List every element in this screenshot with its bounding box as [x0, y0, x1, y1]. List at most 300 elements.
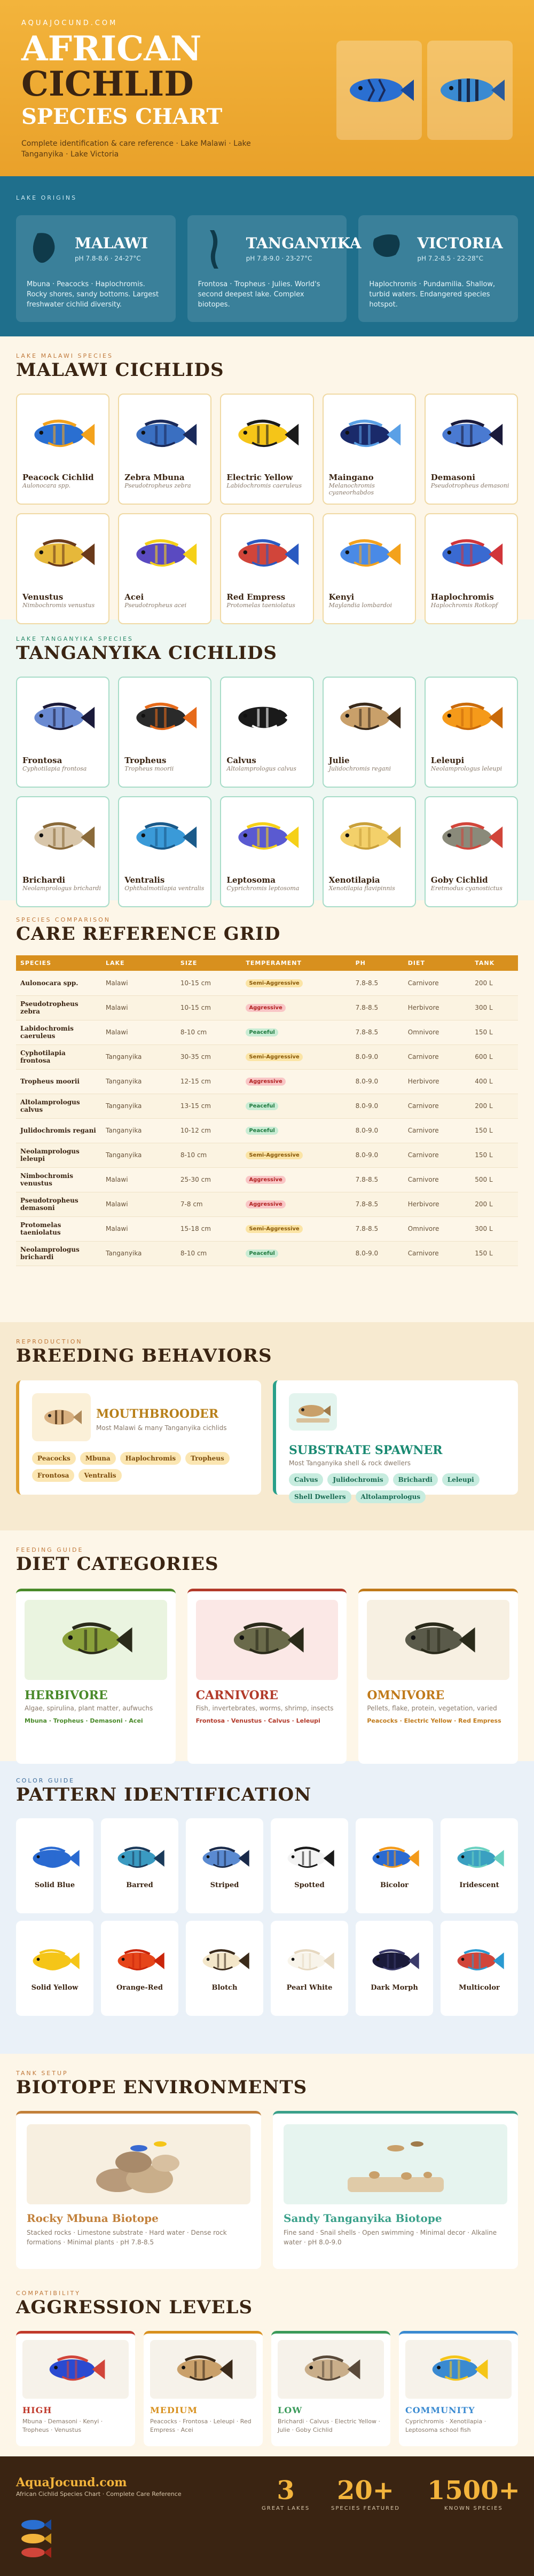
biotope-title: Sandy Tanganyika Biotope [284, 2212, 442, 2225]
species-image [22, 683, 103, 752]
cell-size: 30-35 cm [176, 1044, 241, 1069]
pattern-name: Pearl White [286, 1983, 333, 1992]
biotope-kicker: TANK SETUP [16, 2070, 68, 2077]
cell-ph: 7.8-8.5 [351, 995, 404, 1020]
temperament-badge: Semi-Aggressive [246, 979, 302, 987]
fish-icon [28, 535, 98, 574]
species-image [329, 520, 410, 589]
species-card[interactable] [220, 796, 313, 907]
species-name: Demasoni [430, 473, 475, 482]
temperament-badge: Peaceful [246, 1250, 278, 1258]
pattern-card [186, 1921, 263, 2016]
fish-icon [28, 818, 98, 857]
fish-icon [334, 415, 404, 454]
diet-card-herbivore [16, 1589, 176, 1764]
fish-icon [232, 415, 302, 454]
cell-diet: Carnivore [404, 971, 470, 995]
cell-tank: 200 L [470, 1192, 518, 1216]
cell-temperament [241, 1094, 351, 1118]
species-chip: Brichardi [393, 1473, 438, 1486]
cell-species: Neolamprologus leleupi [16, 1143, 101, 1167]
fish-icon [334, 535, 404, 574]
species-name: Frontosa [22, 756, 62, 765]
tanganyika-title: TANGANYIKA CICHLIDS [16, 642, 277, 664]
diet-title: DIET CATEGORIES [16, 1553, 219, 1575]
fish-icon [198, 1945, 252, 1976]
breeding-title: BREEDING BEHAVIORS [16, 1345, 272, 1366]
species-card[interactable] [425, 513, 518, 624]
table-row [16, 1143, 518, 1167]
fish-icon [113, 1945, 167, 1976]
pattern-name: Spotted [294, 1881, 325, 1889]
cell-size: 25-30 cm [176, 1167, 241, 1192]
cell-ph: 7.8-8.5 [351, 971, 404, 995]
cell-ph: 8.0-9.0 [351, 1241, 404, 1266]
cell-tank: 150 L [470, 1241, 518, 1266]
diet-desc: Fish, invertebrates, worms, shrimp, insects [195, 1705, 334, 1712]
diet-card-carnivore [187, 1589, 347, 1764]
species-card[interactable] [220, 394, 313, 505]
aggression-image [22, 2340, 129, 2399]
lake-meta: pH 7.2-8.5 · 22-28°C [417, 255, 483, 262]
species-card[interactable] [323, 394, 416, 505]
diet-desc: Algae, spirulina, plant matter, aufwuchs [25, 1705, 153, 1712]
cell-size: 8-10 cm [176, 1241, 241, 1266]
footer-fish-logo-icon [16, 2515, 59, 2563]
diet-desc: Pellets, flake, protein, vegetation, varied [367, 1705, 497, 1712]
cell-species: Labidochromis caeruleus [16, 1020, 101, 1044]
pattern-name: Bicolor [380, 1881, 409, 1889]
care-title: CARE REFERENCE GRID [16, 923, 281, 945]
fish-icon [28, 698, 98, 737]
species-scientific-name: Pseudotropheus zebra [124, 482, 191, 489]
species-chip: Calvus [289, 1473, 323, 1486]
table-row [16, 1216, 518, 1241]
sand-icon [342, 2132, 449, 2196]
species-scientific-name: Altolamprologus calvus [226, 765, 296, 772]
species-name: Maingano [328, 473, 374, 482]
table-header: SPECIES [16, 955, 101, 971]
table-row [16, 1020, 518, 1044]
species-chip: Altolamprologus [356, 1490, 426, 1503]
species-image [22, 803, 103, 872]
pattern-card [101, 1818, 178, 1913]
stat-label: KNOWN SPECIES [444, 2506, 503, 2511]
cell-lake: Tanganyika [101, 1069, 176, 1094]
diet-examples: Frontosa · Venustus · Calvus · Leleupi [195, 1717, 320, 1724]
fish-icon [283, 1843, 336, 1874]
cell-lake: Tanganyika [101, 1094, 176, 1118]
species-image [431, 520, 512, 589]
species-scientific-name: Labidochromis caeruleus [226, 482, 302, 489]
species-name: Acei [124, 592, 144, 602]
pattern-card [356, 1818, 433, 1913]
hero-header [0, 0, 534, 176]
cell-ph: 8.0-9.0 [351, 1143, 404, 1167]
lake-origins-section [0, 176, 534, 336]
fish-icon [198, 1843, 252, 1874]
cell-ph: 7.8-8.5 [351, 1192, 404, 1216]
cell-diet: Omnivore [404, 1020, 470, 1044]
substrate-card [273, 1380, 518, 1501]
cell-diet: Carnivore [404, 1094, 470, 1118]
fish-icon [227, 1617, 307, 1663]
species-card[interactable] [16, 513, 109, 624]
fish-icon [398, 1617, 478, 1663]
species-chip: Tropheus [185, 1452, 230, 1465]
cell-tank: 400 L [470, 1069, 518, 1094]
fish-icon [28, 415, 98, 454]
substrate-desc: Most Tanganyika shell & rock dwellers [289, 1459, 411, 1467]
species-card[interactable] [425, 796, 518, 907]
cell-temperament [241, 1020, 351, 1044]
biotope-image [284, 2124, 507, 2204]
species-name: Red Empress [226, 592, 286, 602]
cell-size: 12-15 cm [176, 1069, 241, 1094]
cell-size: 8-10 cm [176, 1143, 241, 1167]
substrate-title: SUBSTRATE SPAWNER [289, 1443, 443, 1457]
cell-temperament [241, 1216, 351, 1241]
fish-icon [232, 535, 302, 574]
fish-icon [56, 1617, 136, 1663]
site-name[interactable]: AQUAJOCUND.COM [21, 19, 118, 27]
diet-examples: Mbuna · Tropheus · Demasoni · Acei [25, 1717, 143, 1724]
cell-temperament [241, 1044, 351, 1069]
cell-size: 10-15 cm [176, 995, 241, 1020]
species-image [226, 803, 307, 872]
lake-desc: Haplochromis · Pundamilia. Shallow, turbid waters. Endangered species hotspot. [369, 280, 496, 309]
table-row [16, 1069, 518, 1094]
cell-diet: Omnivore [404, 1216, 470, 1241]
fish-icon [130, 698, 200, 737]
species-card[interactable] [323, 796, 416, 907]
pattern-card [101, 1921, 178, 2016]
temperament-badge: Aggressive [246, 1078, 285, 1086]
lake-name: MALAWI [75, 234, 148, 252]
cell-diet: Carnivore [404, 1118, 470, 1143]
fish-icon [334, 698, 404, 737]
species-card[interactable] [425, 394, 518, 505]
species-card[interactable] [323, 513, 416, 624]
species-name: Brichardi [22, 875, 66, 885]
pattern-card [441, 1818, 518, 1913]
pattern-name: Barred [126, 1881, 153, 1889]
species-name: Kenyi [328, 592, 355, 602]
species-card[interactable] [425, 677, 518, 788]
species-name: Zebra Mbuna [124, 473, 185, 482]
footer-stat [331, 2476, 400, 2511]
pattern-section [0, 1761, 534, 2054]
aggression-title: AGGRESSION LEVELS [16, 2297, 253, 2318]
lake-desc: Frontosa · Tropheus · Julies. World's second deepest lake. Complex biotopes. [198, 280, 320, 309]
fish-icon [436, 535, 506, 574]
pattern-card [271, 1921, 348, 2016]
subtitle: Complete identification & care reference · Lake Malawi · Lake Tanganyika · Lake Victoria [21, 139, 251, 159]
species-name: Leleupi [430, 756, 465, 765]
cell-diet: Herbivore [404, 1069, 470, 1094]
aggression-desc: Cyprichromis · Xenotilapia · Leptosoma school fish [405, 2418, 486, 2433]
hero-fish-image-2 [427, 41, 513, 140]
stat-number: 3 [277, 2476, 295, 2506]
table-header: TANK [470, 955, 518, 971]
cell-ph: 8.0-9.0 [351, 1118, 404, 1143]
mouthbrooder-image [32, 1393, 91, 1441]
diet-kicker: FEEDING GUIDE [16, 1546, 84, 1553]
fish-icon [436, 818, 506, 857]
cell-diet: Carnivore [404, 1044, 470, 1069]
fish-icon [44, 2351, 108, 2387]
lake-name: TANGANYIKA [246, 234, 362, 252]
species-name: Leptosoma [226, 875, 276, 885]
cell-size: 13-15 cm [176, 1094, 241, 1118]
blue-fish-icon [342, 69, 417, 112]
table-header: PH [351, 955, 404, 971]
diet-title: CARNIVORE [195, 1688, 278, 1702]
fish-icon [28, 1945, 82, 1976]
biotope-image [27, 2124, 250, 2204]
cell-diet: Herbivore [404, 995, 470, 1020]
species-name: Julie [328, 756, 350, 765]
lake-map-icon [27, 228, 64, 271]
stat-number: 1500+ [427, 2476, 520, 2506]
diet-title: OMNIVORE [367, 1688, 445, 1702]
species-name: Electric Yellow [226, 473, 293, 482]
species-chip: Julidochromis [327, 1473, 388, 1486]
species-scientific-name: Eretmodus cyanostictus [430, 885, 502, 892]
table-header: DIET [404, 955, 470, 971]
pattern-name: Multicolor [459, 1983, 500, 1992]
species-image [329, 683, 410, 752]
species-scientific-name: Aulonocara spp. [22, 482, 71, 489]
species-card[interactable] [16, 394, 109, 505]
footer-stat [262, 2476, 310, 2511]
temperament-badge: Peaceful [246, 1102, 278, 1110]
cell-tank: 200 L [470, 971, 518, 995]
species-card[interactable] [16, 677, 109, 788]
species-card[interactable] [323, 677, 416, 788]
cell-species: Altolamprologus calvus [16, 1094, 101, 1118]
aggression-card-medium [144, 2331, 263, 2446]
fish-icon [436, 415, 506, 454]
cell-temperament [241, 1167, 351, 1192]
species-chip: Leleupi [442, 1473, 480, 1486]
cell-lake: Malawi [101, 1167, 176, 1192]
lake-desc: Mbuna · Peacocks · Haplochromis. Rocky shores, sandy bottoms. Largest freshwater cichlid diversity. [27, 280, 159, 309]
table-row [16, 1167, 518, 1192]
pattern-card [186, 1818, 263, 1913]
species-card[interactable] [118, 677, 211, 788]
fish-icon [283, 1945, 336, 1976]
footer [0, 2456, 534, 2576]
fish-icon [130, 415, 200, 454]
biotope-card [273, 2111, 518, 2269]
temperament-badge: Aggressive [246, 1176, 285, 1184]
species-scientific-name: Cyphotilapia frontosa [22, 765, 87, 772]
cell-ph: 7.8-8.5 [351, 1216, 404, 1241]
cell-species: Neolamprologus brichardi [16, 1241, 101, 1266]
cell-lake: Tanganyika [101, 1118, 176, 1143]
pattern-name: Solid Blue [34, 1881, 75, 1889]
biotope-card [16, 2111, 261, 2269]
title-line-3: SPECIES CHART [21, 104, 223, 129]
temperament-badge: Peaceful [246, 1127, 278, 1135]
table-row [16, 971, 518, 995]
fish-icon [130, 818, 200, 857]
mouthbrooder-title: MOUTHBROODER [96, 1407, 219, 1421]
diet-image [25, 1600, 167, 1680]
cell-species: Protomelas taeniolatus [16, 1216, 101, 1241]
species-name: Ventralis [124, 875, 165, 885]
table-row [16, 995, 518, 1020]
malawi-title: MALAWI CICHLIDS [16, 359, 224, 381]
cell-tank: 300 L [470, 1216, 518, 1241]
lake-origins-kicker: LAKE ORIGINS [16, 194, 77, 201]
malawi-section [0, 336, 534, 619]
cell-species: Nimbochromis venustus [16, 1167, 101, 1192]
aggression-title: LOW [278, 2405, 303, 2415]
cell-species: Pseudotropheus zebra [16, 995, 101, 1020]
cell-temperament [241, 1118, 351, 1143]
cell-tank: 500 L [470, 1167, 518, 1192]
fish-icon [232, 698, 302, 737]
cell-temperament [241, 995, 351, 1020]
temperament-badge: Aggressive [246, 1200, 285, 1208]
footer-stat [427, 2476, 520, 2511]
species-image [22, 400, 103, 469]
cell-species: Julidochromis regani [16, 1118, 101, 1143]
substrate-image [289, 1393, 337, 1431]
species-chip: Peacocks [32, 1452, 76, 1465]
footer-brand[interactable]: AquaJocund.com [16, 2476, 127, 2489]
fish-icon [368, 1843, 421, 1874]
aggression-desc: Peacocks · Frontosa · Leleupi · Red Empress · Acei [150, 2418, 252, 2433]
temperament-badge: Semi-Aggressive [246, 1053, 302, 1061]
stat-number: 20+ [337, 2476, 395, 2506]
species-name: Tropheus [124, 756, 167, 765]
aggression-image [278, 2340, 384, 2399]
barred-fish-icon [433, 69, 507, 112]
temperament-badge: Semi-Aggressive [246, 1225, 302, 1233]
cell-ph: 8.0-9.0 [351, 1069, 404, 1094]
title-line-1: AFRICAN [21, 29, 202, 69]
lake-card-victoria [358, 215, 518, 322]
cell-diet: Herbivore [404, 1192, 470, 1216]
species-card[interactable] [118, 513, 211, 624]
fish-icon [28, 1843, 82, 1874]
table-header: SIZE [176, 955, 241, 971]
species-image [124, 803, 205, 872]
fish-icon [368, 1945, 421, 1976]
cell-lake: Tanganyika [101, 1241, 176, 1266]
cell-ph: 8.0-9.0 [351, 1094, 404, 1118]
species-scientific-name: Haplochromis Rotkopf [430, 602, 498, 609]
fish-icon [299, 2351, 363, 2387]
aggression-image [150, 2340, 256, 2399]
species-scientific-name: Neolamprologus brichardi [22, 885, 101, 892]
cell-species: Cyphotilapia frontosa [16, 1044, 101, 1069]
breeding-section [0, 1322, 534, 1530]
cell-ph: 8.0-9.0 [351, 1044, 404, 1069]
table-row [16, 1094, 518, 1118]
species-name: Haplochromis [430, 592, 494, 602]
cell-diet: Carnivore [404, 1143, 470, 1167]
species-scientific-name: Pseudotropheus demasoni [430, 482, 509, 489]
species-name: Goby Cichlid [430, 875, 488, 885]
cell-lake: Malawi [101, 971, 176, 995]
pattern-title: PATTERN IDENTIFICATION [16, 1784, 312, 1805]
fish-icon [130, 535, 200, 574]
diet-image [367, 1600, 509, 1680]
care-section [0, 900, 534, 1322]
fish-icon [334, 818, 404, 857]
species-scientific-name: Ophthalmotilapia ventralis [124, 885, 205, 892]
cell-tank: 150 L [470, 1020, 518, 1044]
species-image [124, 683, 205, 752]
cell-species: Aulonocara spp. [16, 971, 101, 995]
species-scientific-name: Tropheus moorii [124, 765, 174, 772]
aggression-card-community [399, 2331, 518, 2446]
cell-tank: 300 L [470, 995, 518, 1020]
diet-examples: Peacocks · Electric Yellow · Red Empress [367, 1717, 501, 1724]
species-image [329, 400, 410, 469]
cell-species: Pseudotropheus demasoni [16, 1192, 101, 1216]
pattern-kicker: COLOR GUIDE [16, 1777, 75, 1784]
species-card[interactable] [118, 796, 211, 907]
fish-icon [232, 818, 302, 857]
mouthbrooder-fish-icon [40, 1404, 83, 1431]
lake-meta: pH 7.8-9.0 · 23-27°C [246, 255, 312, 262]
cell-tank: 600 L [470, 1044, 518, 1069]
species-chip: Ventralis [78, 1469, 121, 1482]
table-row [16, 1192, 518, 1216]
species-scientific-name: Pseudotropheus acei [124, 602, 187, 609]
species-image [226, 683, 307, 752]
pattern-card [16, 1818, 93, 1913]
cell-temperament [241, 1069, 351, 1094]
substrate-fish-icon [294, 1400, 332, 1424]
pattern-name: Dark Morph [371, 1983, 418, 1992]
rocks-icon [85, 2132, 192, 2196]
hero-fish-image-1 [336, 41, 422, 140]
aggression-title: MEDIUM [150, 2405, 198, 2415]
lake-card-malawi [16, 215, 176, 322]
fish-icon [171, 2351, 235, 2387]
table-header: TEMPERAMENT [241, 955, 351, 971]
fish-icon [436, 698, 506, 737]
species-image [226, 400, 307, 469]
species-card[interactable] [118, 394, 211, 505]
species-image [431, 803, 512, 872]
lake-name: VICTORIA [417, 234, 503, 252]
mouthbrooder-card [16, 1380, 261, 1495]
title-line-2: CICHLID [21, 64, 194, 104]
species-card[interactable] [16, 796, 109, 907]
species-scientific-name: Nimbochromis venustus [22, 602, 95, 609]
cell-lake: Malawi [101, 1216, 176, 1241]
species-chip: Shell Dwellers [289, 1490, 351, 1503]
species-card[interactable] [220, 513, 313, 624]
cell-ph: 7.8-8.5 [351, 1020, 404, 1044]
aggression-kicker: COMPATIBILITY [16, 2290, 81, 2297]
mouthbrooder-desc: Most Malawi & many Tanganyika cichlids [96, 1424, 227, 1432]
diet-image [196, 1600, 339, 1680]
stat-label: GREAT LAKES [262, 2506, 310, 2511]
temperament-badge: Peaceful [246, 1028, 278, 1036]
species-card[interactable] [220, 677, 313, 788]
care-kicker: SPECIES COMPARISON [16, 916, 111, 923]
aggression-card-high [16, 2331, 135, 2446]
lake-meta: pH 7.8-8.6 · 24-27°C [75, 255, 141, 262]
